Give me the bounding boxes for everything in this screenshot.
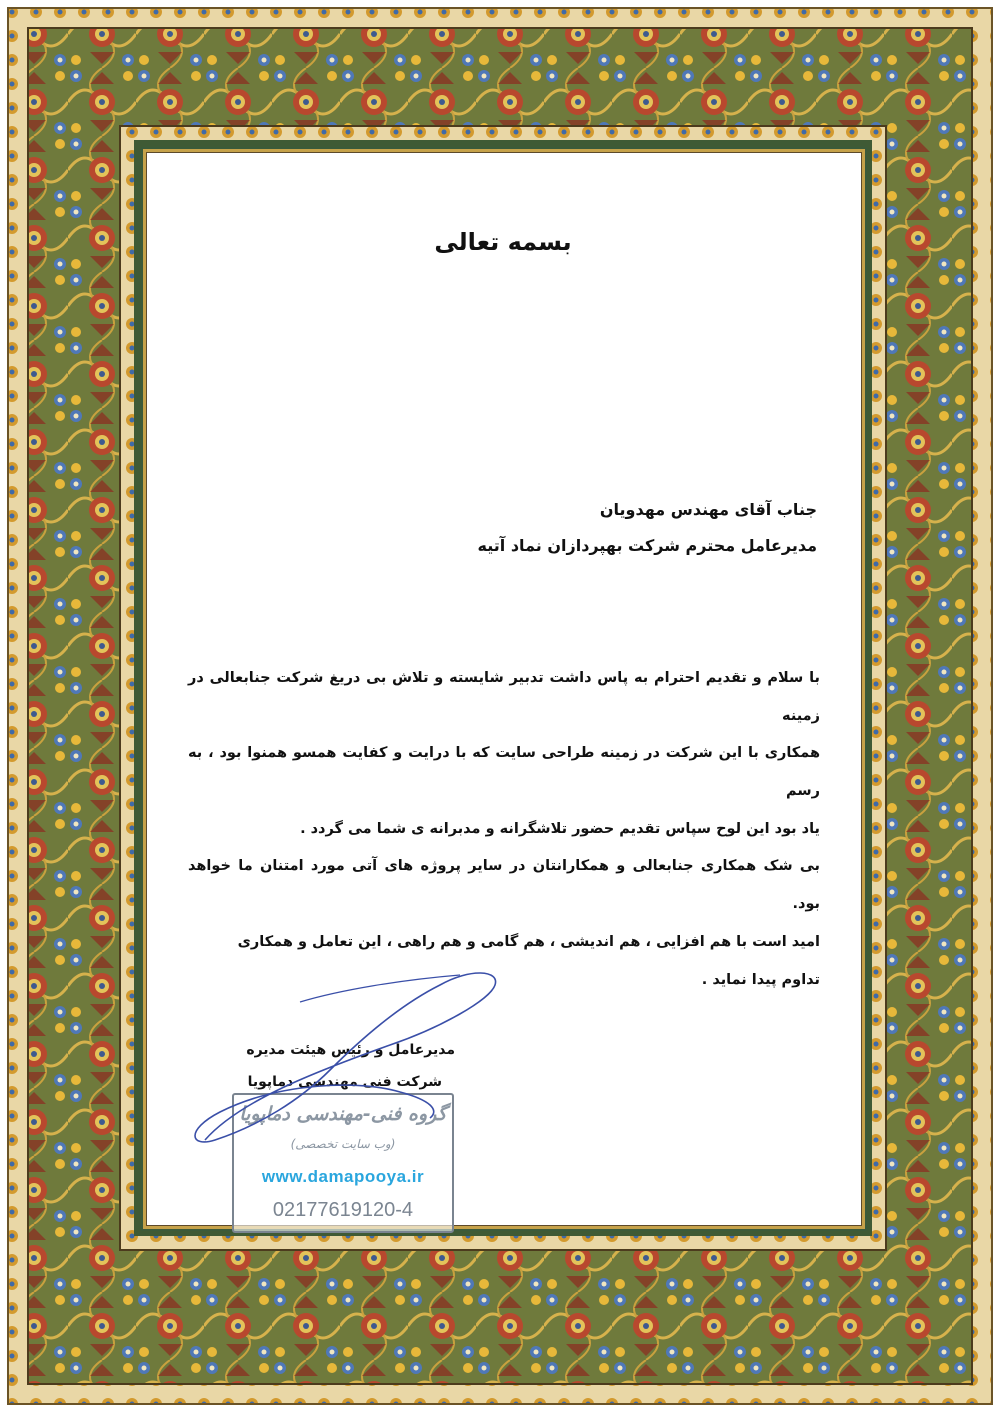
addressee-name: جناب آقای مهندس مهدویان xyxy=(599,500,817,519)
stamp-subtitle: (وب سایت تخصصی) xyxy=(290,1137,396,1151)
body-paragraph-1-line-1: با سلام و تقدیم احترام به پاس داشت تدبیر شایسته و تلاش بی دریغ شرکت جنابعالی در زمینه xyxy=(188,670,820,724)
stamp-name: گروه فنی-مهندسی دماپویا xyxy=(239,1103,447,1125)
body-paragraph-3-line-2: تداوم پیدا نماید . xyxy=(701,971,820,988)
letter-body xyxy=(188,660,820,999)
company-stamp xyxy=(232,1093,454,1233)
signer-title: مدیرعامل و رئیس هیئت مدیره xyxy=(246,1042,455,1058)
stamp-url: www.damapooya.ir xyxy=(261,1167,425,1186)
signer-company: شرکت فنی مهندسی دماپویا xyxy=(247,1074,442,1090)
stamp-phone: 02177619120-4 xyxy=(272,1199,414,1221)
body-paragraph-1-line-3: یاد بود این لوح سپاس تقدیم حضور تلاشگرانه و مدبرانه ی شما می گردد . xyxy=(300,820,820,837)
body-paragraph-2: بی شک همکاری جنابعالی و همکارانتان در سایر پروژه های آتی مورد امتنان ما خواهد بود. xyxy=(188,858,820,913)
body-paragraph-1-line-2: همکاری با این شرکت در زمینه طراحی سایت که با درایت و کفایت همسو همنوا بود ، به رسم xyxy=(188,745,820,800)
page-heading: بسمه تعالی xyxy=(434,228,572,256)
body-paragraph-3-line-1: امید است با هم افزایی ، هم اندیشی ، هم گامی و هم راهی ، این تعامل و همکاری xyxy=(237,933,820,950)
addressee-title: مدیرعامل محترم شرکت بهپردازان نماد آتیه xyxy=(477,536,817,555)
